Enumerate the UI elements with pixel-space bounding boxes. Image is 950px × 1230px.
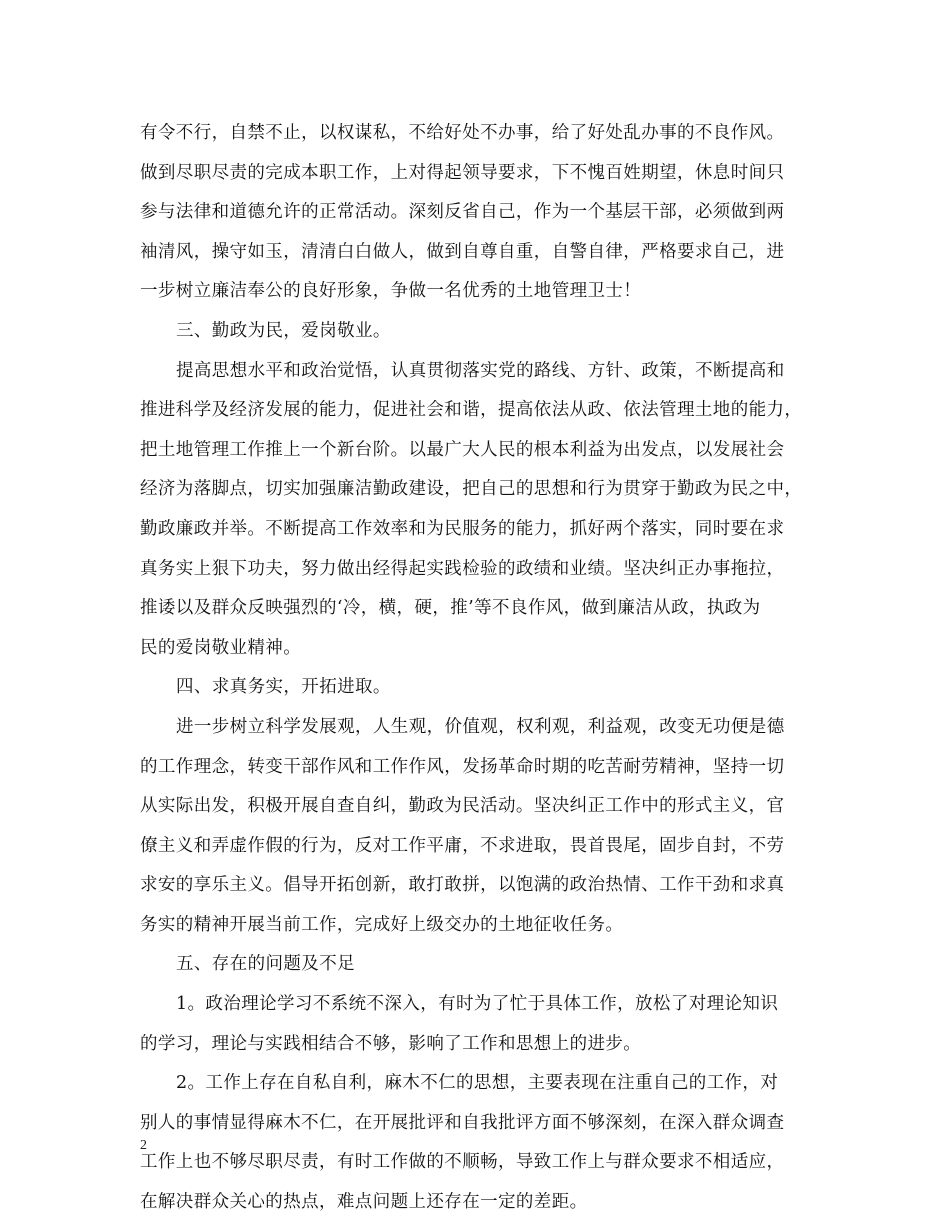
text-line: 工作上也不够尽职尽责，有时工作做的不顺畅，导致工作上与群众要求不相适应， <box>140 1152 785 1173</box>
paragraph-first-line: 2。工作上存在自私自利，麻木不仁的思想，主要表现在注重自己的工作，对 <box>176 1073 779 1094</box>
text-line: 经济为落脚点，切实加强廉洁勤政建设，把自己的思想和行为贯穿于勤政为民之中， <box>140 479 803 500</box>
paragraph-first-line: 进一步树立科学发展观，人生观，价值观，权利观，利益观，改变无功便是德 <box>176 716 785 737</box>
text-line: 别人的事情显得麻木不仁，在开展批评和自我批评方面不够深刻，在深入群众调查 <box>140 1112 785 1133</box>
text-line: 把土地管理工作推上一个新台阶。以最广大人民的根本利益为出发点，以发展社会 <box>140 439 785 460</box>
text-line: 民的爱岗敬业精神。 <box>140 637 302 658</box>
section-heading: 三、勤政为民，爱岗敬业。 <box>176 320 391 341</box>
text-line: 勤政廉政并举。不断提高工作效率和为民服务的能力，抓好两个落实，同时要在求 <box>140 518 785 539</box>
section-heading: 五、存在的问题及不足 <box>176 954 355 975</box>
page-number: 2 <box>140 1138 147 1153</box>
text-line: 有令不行，自禁不止，以权谋私，不给好处不办事，给了好处乱办事的不良作风。 <box>140 123 785 143</box>
text-line: 的学习，理论与实践相结合不够，影响了工作和思想上的进步。 <box>140 1033 642 1054</box>
text-line: 务实的精神开展当前工作，完成好上级交办的土地征收任务。 <box>140 914 624 935</box>
text-line: 的工作理念，转变干部作风和工作作风，发扬革命时期的吃苦耐劳精神，坚持一切 <box>140 756 785 777</box>
body-text <box>140 114 840 1223</box>
text-line: 从实际出发，积极开展自查自纠，勤政为民活动。坚决纠正工作中的形式主义，官 <box>140 796 785 817</box>
text-line: 袖清风，操守如玉，清清白白做人，做到自尊自重，自警自律，严格要求自己，进 <box>140 241 785 262</box>
section-heading: 四、求真务实，开拓进取。 <box>176 677 391 698</box>
text-line: 真务实上狠下功夫，努力做出经得起实践检验的政绩和业绩。坚决纠正办事拖拉， <box>140 558 785 579</box>
text-line: 推诿以及群众反映强烈的‘冷，横，硬，推’等不良作风，做到廉洁从政，执政为 <box>140 598 761 619</box>
paragraph-first-line: 提高思想水平和政治觉悟，认真贯彻落实党的路线、方针、政策，不断提高和 <box>176 360 785 381</box>
text-line: 僚主义和弄虚作假的行为，反对工作平庸，不求进取，畏首畏尾，固步自封，不劳 <box>140 835 785 856</box>
text-line: 做到尽职尽责的完成本职工作，上对得起领导要求，下不愧百姓期望，休息时间只 <box>140 162 785 183</box>
text-line: 求安的享乐主义。倡导开拓创新，敢打敢拼，以饱满的政治热情、工作干劲和求真 <box>140 875 785 896</box>
text-line: 推进科学及经济发展的能力，促进社会和谐，提高依法从政、依法管理土地的能力， <box>140 400 803 421</box>
paragraph-first-line: 1。政治理论学习不系统不深入，有时为了忙于具体工作，放松了对理论知识 <box>176 994 779 1015</box>
text-line: 在解决群众关心的热点，难点问题上还存在一定的差距。 <box>140 1192 588 1213</box>
text-line: 一步树立廉洁奉公的良好形象，争做一名优秀的土地管理卫士！ <box>140 281 642 302</box>
text-line: 参与法律和道德允许的正常活动。深刻反省自己，作为一个基层干部，必须做到两 <box>140 202 785 223</box>
